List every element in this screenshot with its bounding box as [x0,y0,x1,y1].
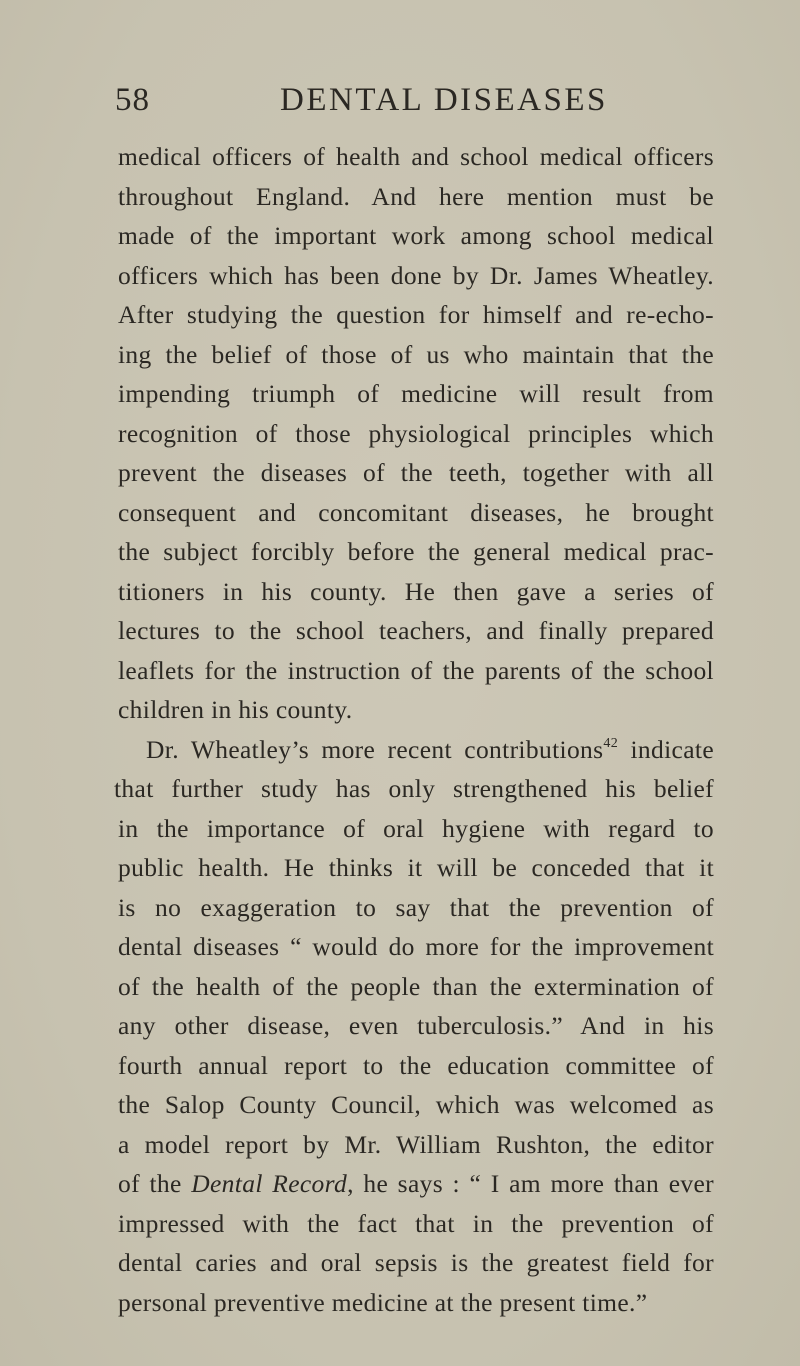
text-line: leaflets for the instruction of the parents of the school [118,655,714,685]
text-line: is no exaggeration to say that the prevention of [118,892,714,922]
text-line: impressed with the fact that in the prevention of [118,1208,714,1238]
text-segment: Dr. Wheatley’s more recent contributions [146,734,604,764]
text-line: lectures to the school teachers, and finally prepared [118,616,714,645]
text-segment: indicate [618,734,714,764]
text-line: a model report by Mr. William Rushton, the editor [118,1129,714,1159]
text-segment: of the [118,1169,192,1198]
text-line: impending triumph of medicine will result from [118,379,714,408]
page-header [0,78,800,128]
paragraph-start-line [118,730,714,770]
text-line: throughout England. And here mention must be [118,181,714,211]
text-line: dental diseases “ would do more for the improvement [118,932,714,961]
page-number: 58 [115,82,150,118]
text-line: prevent the diseases of the teeth, together with all [118,458,714,487]
paragraph-end-line: personal preventive medicine at the present time.” [118,1287,648,1317]
body-text [114,137,714,1322]
text-line: any other disease, even tuberculosis.” And in his [118,1011,714,1040]
text-line: consequent and concomitant diseases, he brought [118,497,714,527]
text-line [118,1164,714,1204]
text-line: titioners in his county. He then gave a series of [118,576,714,606]
text-line: of the health of the people than the extermination of [118,971,714,1001]
text-line: the Salop County Council, which was welcomed as [118,1090,714,1119]
text-line: made of the important work among school medical [118,221,714,250]
text-segment: , he says : “ I am more than ever [347,1169,714,1198]
running-head: DENTAL DISEASES [280,82,608,118]
text-line: public health. He thinks it will be conceded that it [118,853,714,882]
text-line: that further study has only strengthened his belief [114,774,714,803]
text-line: fourth annual report to the education committee of [118,1050,714,1080]
footnote-reference: 42 [603,735,619,751]
journal-title: Dental Record [191,1169,348,1198]
text-line: After studying the question for himself and re-echo- [118,300,714,329]
text-line: medical officers of health and school medical officers [118,142,714,171]
text-line: the subject forcibly before the general medical prac- [118,537,714,566]
text-line: dental caries and oral sepsis is the greatest field for [118,1248,714,1277]
text-line: officers which has been done by Dr. James Wheatley. [118,260,714,290]
text-line: ing the belief of those of us who maintain that the [118,339,714,369]
paragraph-end-line: children in his county. [118,695,353,724]
text-line: in the importance of oral hygiene with regard to [118,813,714,843]
text-line: recognition of those physiological principles which [118,418,714,448]
